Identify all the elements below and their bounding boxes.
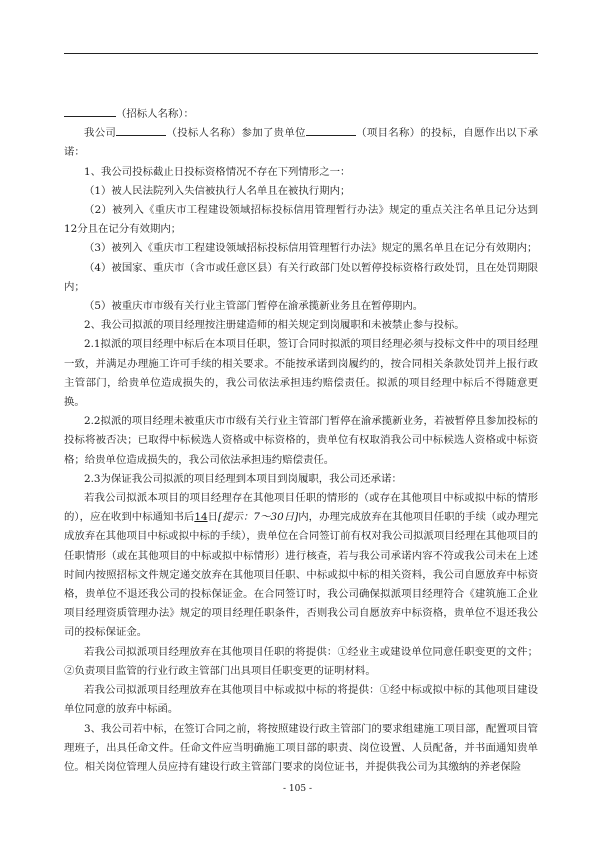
addressee-line [64, 105, 538, 124]
clause-1-3: （3）被列入《重庆市工程建设领域招标投标信用管理暂行办法》规定的黑名单且在记分有效期内； [84, 242, 538, 255]
clause-1: 1、我公司投标截止日投标资格情况不存在下列情形之一： [84, 165, 351, 178]
document-body [64, 105, 538, 777]
clause-2-2: 2.2拟派的项目经理未被重庆市市级有关行业主管部门暂停在渝承揽新业务，若被暂停且参加投标的投标将被否决；已取得中标候选人资格或中标资格的，贵单位有权取消我公司中标候选人资格或中标资格；给贵单位造成损失的，我公司依法承担违约赔偿责任。 [64, 415, 538, 466]
bidder-blank [116, 125, 166, 136]
clause-1-2: （2）被列入《重庆市工程建设领域招标投标信用管理暂行办法》规定的重点关注名单且记分达到12分且在记分有效期内； [64, 204, 538, 236]
clause-3: 3、我公司若中标，在签订合同之前，将按照建设行政主管部门的要求组建施工项目部，配置项目管理班子，出具任命文件。任命文件应当明确施工项目部的职责、岗位设置、人员配备，并书面通知贵单位。相关岗位管理人员应持有建设行政主管部门要求的岗位证书，并提供我公司为其缴纳的养老保险 [64, 722, 538, 773]
page-number: - 105 - [283, 784, 312, 794]
clause-1-1: （1）被人民法院列入失信被执行人名单且在被执行期内； [84, 184, 351, 197]
intro-paragraph: 我公司 （投标人名称）参加了贵单位 （项目名称）的投标，自愿作出以下承诺： [64, 127, 539, 159]
addressee-label: （招标人名称）： [116, 108, 194, 120]
clause-2-3: 2.3为保证我公司拟派的项目经理到本项目到岗履职，我公司还承诺： [84, 472, 402, 485]
clause-1-4: （4）被国家、重庆市（含市或任意区县）有关行政部门处以暂停投标资格行政处罚，且在处罚期限内； [64, 261, 538, 293]
deadline-hint: [提示：7～30日] [218, 511, 299, 524]
bid-release-docs: 若我公司拟派项目经理放弃在其他项目中标或拟中标的将提供：①经中标或拟中标的其他项目建设单位同意的放弃中标函。 [64, 684, 538, 716]
job-release-docs: 若我公司拟派项目经理放弃在其他项目任职的将提供：①经业主或建设单位同意任职变更的文件；②负责项目监管的行业行政主管部门出具项目任职变更的证明材料。 [64, 645, 538, 677]
clause-1-5: （5）被重庆市市级有关行业主管部门暂停在渝承揽新业务且在暂停期内。 [84, 300, 424, 313]
addressee-blank [64, 106, 116, 117]
clause-2-1: 2.1拟派的项目经理中标后在本项目任职，签订合同时拟派的项目经理必须与投标文件中的项目经理一致，并满足办理施工许可手续的相关要求。不能按承诺到岗履约的，按合同相关条款处罚并上报行政主管部门，给贵单位造成损失的，我公司依法承担违约赔偿责任。拟派的项目经理中标后不得随意更换。 [64, 338, 538, 409]
clause-2: 2、我公司拟派的项目经理按注册建造师的相关规定到岗履职和未被禁止参与投标。 [84, 319, 465, 332]
project-blank [306, 125, 356, 136]
header-rule [64, 53, 538, 54]
deadline-days: 14 [194, 511, 208, 524]
job-release-paragraph: 若我公司拟派本项目的项目经理存在其他项目任职的情形的（或存在其他项目中标或拟中标的情形的），应在收到中标通知书后14日[提示：7～30日]内，办理完成放弃在其他项目任职的手续（或办理完成放弃在其他项目中标或拟中标的手续），贵单位在合同签订前有权对我公司拟派项目经理在其他项目的任职情形（或在其他项目的中标或拟中标情形）进行核查，若与我公司承诺内容不符或我公司未在上述时间内按照招标文件规定递交放弃在其他项目任职、中标或拟中标的相关资料，我公司自愿放弃中标资格，贵单位不退还我公司的投标保证金。在合同签订时，我公司确保拟派项目经理符合《建筑施工企业项目经理资质管理办法》规定的项目经理任职条件，否则我公司自愿放弃中标资格，贵单位不退还我公司的投标保证金。 [64, 492, 538, 639]
